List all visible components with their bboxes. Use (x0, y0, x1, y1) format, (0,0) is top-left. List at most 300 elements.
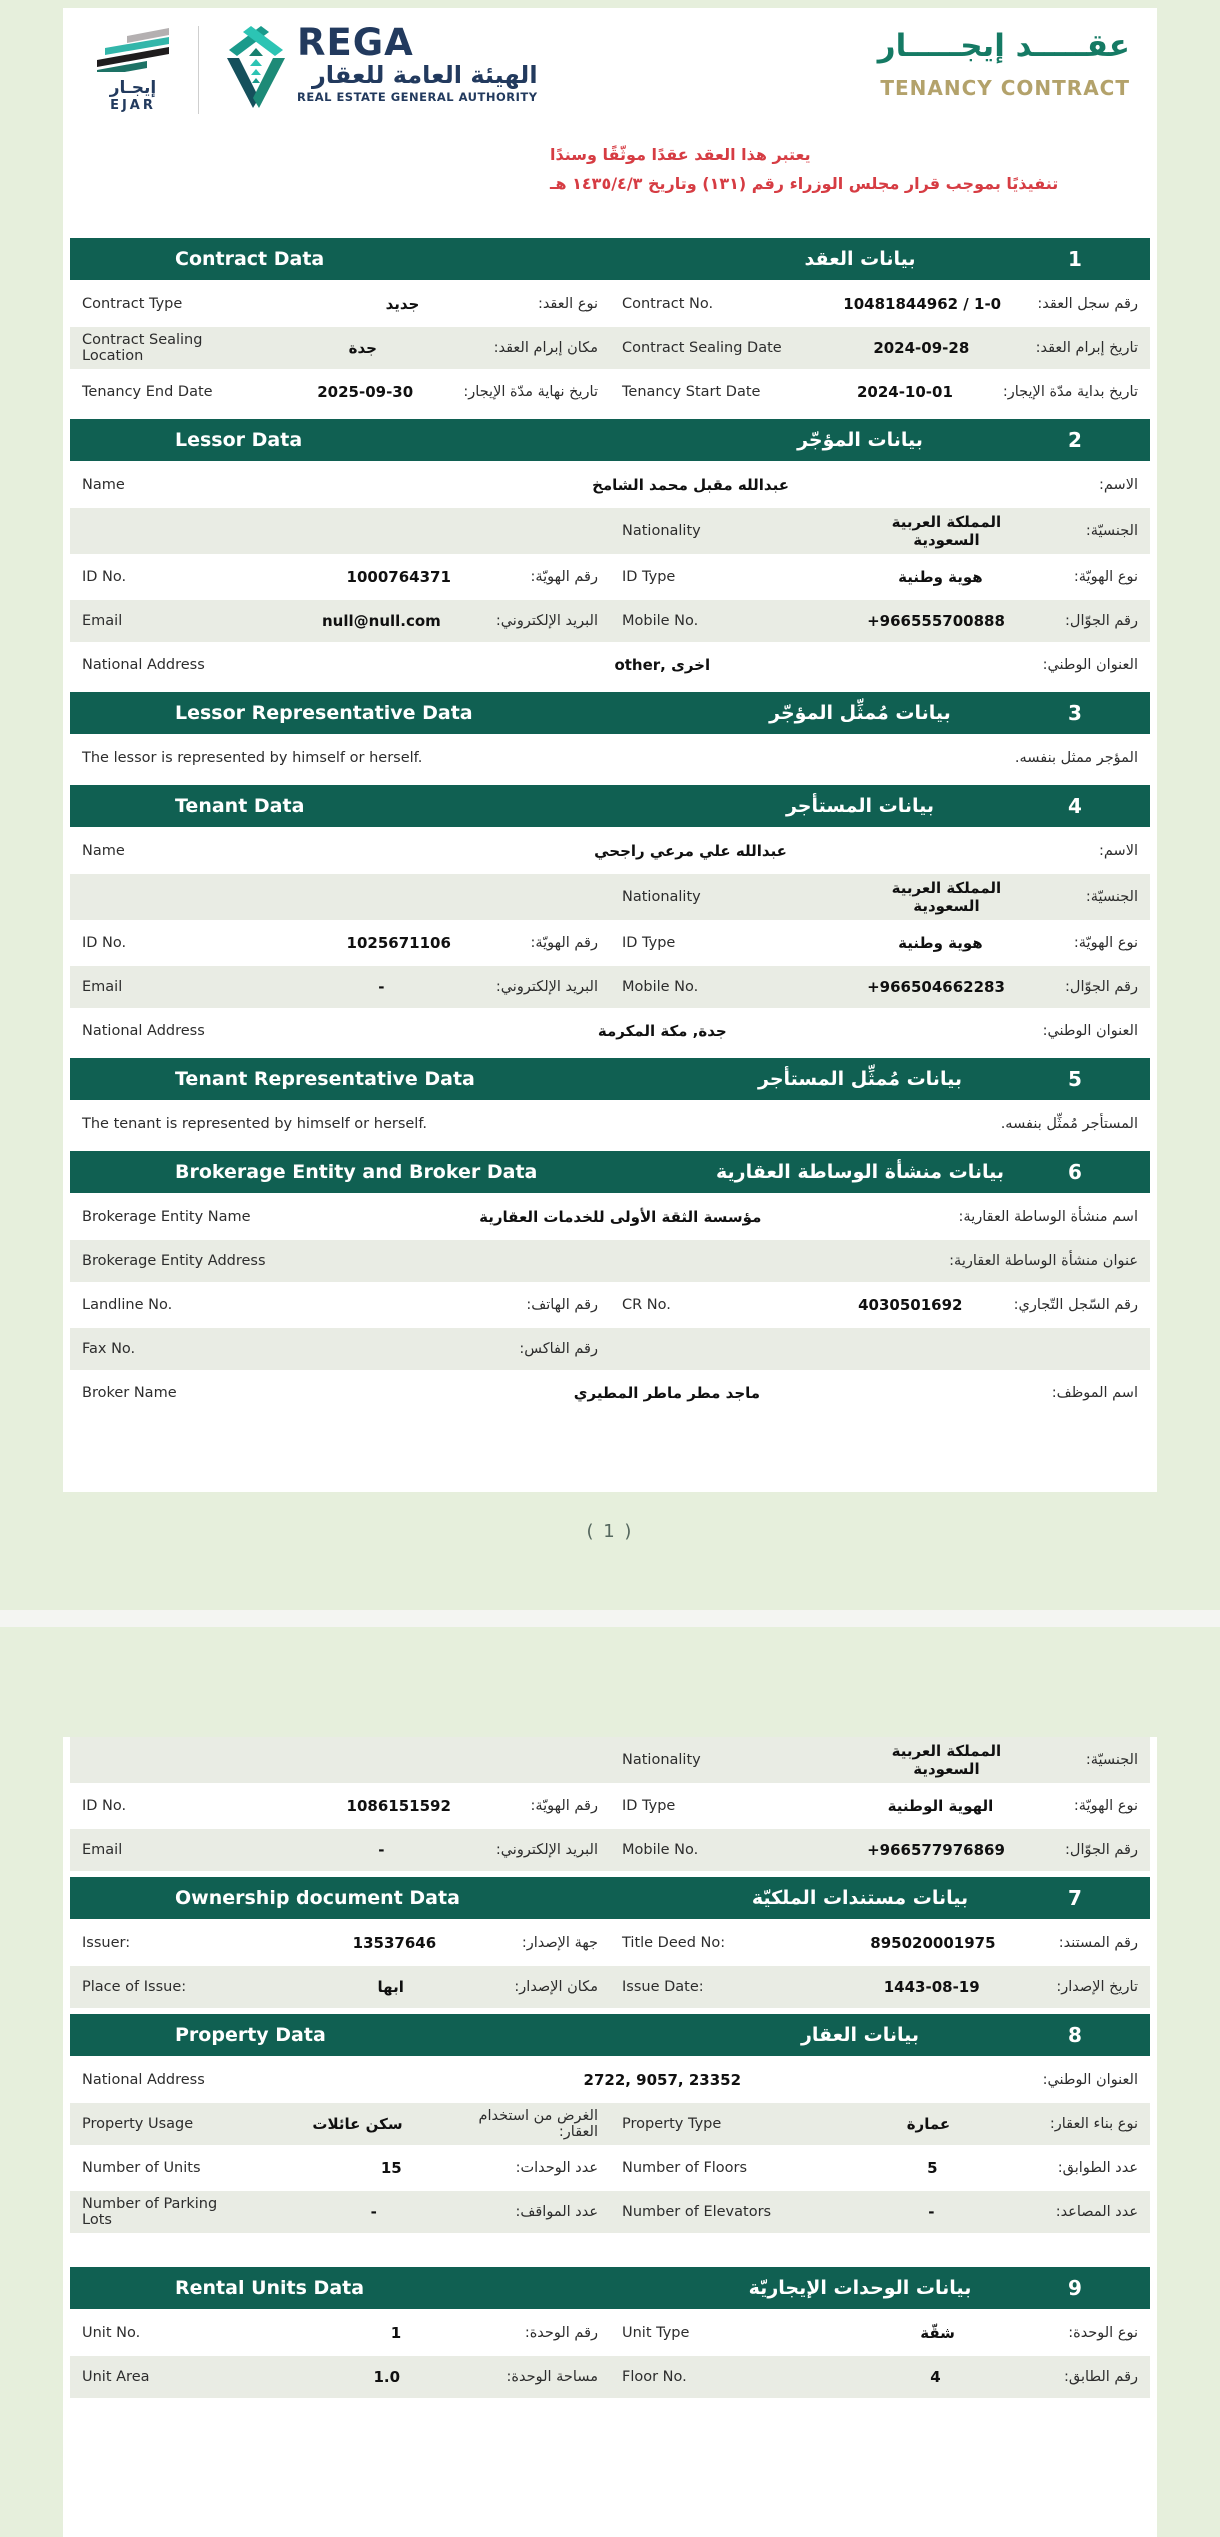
table-row (70, 922, 1150, 966)
field-value-text: - (370, 2203, 377, 2221)
field-group (70, 1934, 610, 1952)
field-value-text: المملكة العربية السعودية (891, 1742, 1002, 1778)
field-value (807, 383, 1003, 401)
label-ar: رقم الجوّال: (1065, 979, 1138, 995)
field-value-text: جديد (385, 295, 420, 313)
label-en: Property Usage (82, 2116, 194, 2132)
table-row (70, 1284, 1150, 1328)
field-value-text: شقّة (920, 2324, 955, 2342)
label-ar: عدد المصاعد: (1055, 2204, 1138, 2220)
field-value (807, 2115, 1050, 2133)
section-header (70, 2267, 1150, 2309)
label-en: ID No. (82, 1798, 127, 1814)
field-value (807, 934, 1074, 952)
field-group (610, 2159, 1150, 2177)
field-group (610, 2115, 1150, 2133)
table-row (70, 2356, 1150, 2400)
label-en: Brokerage Entity Address (82, 1253, 266, 1269)
label-ar: عدد الوحدات: (515, 2160, 598, 2176)
table-row (70, 1103, 1150, 1147)
field-value-text: 1 (390, 2324, 402, 2342)
contract-page-2 (63, 1737, 1157, 2537)
field-value (282, 656, 1043, 674)
field-group (70, 1340, 610, 1358)
section-header (70, 785, 1150, 827)
field-value-text: هوية وطنية (898, 934, 983, 952)
field-value (267, 568, 530, 586)
field-value-text: ابها (377, 1978, 404, 1996)
field-value (267, 2159, 516, 2177)
field-group (610, 934, 1150, 952)
table-row (70, 874, 1150, 922)
section-3 (70, 692, 1150, 781)
label-ar: رقم الهويّة: (530, 1798, 598, 1814)
field-value (282, 1022, 1043, 1040)
section-number: 1 (1068, 247, 1082, 271)
label-ar: عدد الطوابق: (1057, 2160, 1138, 2176)
field-group (70, 1296, 610, 1314)
page1-sections (70, 238, 1150, 1416)
field-group (70, 2196, 610, 2228)
label-ar: جهة الإصدار: (521, 1935, 598, 1951)
field-group (70, 612, 610, 630)
field-value (267, 2368, 507, 2386)
label-ar: نوع الهويّة: (1073, 935, 1138, 951)
label-ar: رقم سجل العقد: (1037, 296, 1138, 312)
label-en: Landline No. (82, 1297, 173, 1313)
field-value-text: 1443-08-19 (883, 1978, 980, 1996)
field-value-text: 2024-10-01 (856, 383, 953, 401)
table-row (70, 1922, 1150, 1966)
label-en: Broker Name (82, 1385, 177, 1401)
label-en: Tenancy End Date (82, 384, 213, 400)
page2-continued-rows (70, 1737, 1150, 1873)
table-row (70, 2312, 1150, 2356)
section-7 (70, 1877, 1150, 2010)
section-6 (70, 1151, 1150, 1416)
table-row (70, 371, 1150, 415)
label-ar: الجنسيّة: (1085, 523, 1138, 539)
rega-logo-english: REAL ESTATE GENERAL AUTHORITY (297, 90, 538, 105)
field-value-text: عبدالله علي مرعي راجحي (594, 842, 787, 860)
field-value-text: 10481844962 / 1-0 (843, 295, 1002, 313)
field-value-text: المملكة العربية السعودية (891, 879, 1002, 915)
field-value (807, 568, 1074, 586)
table-row (70, 1328, 1150, 1372)
section-header (70, 238, 1150, 280)
table-row (70, 1785, 1150, 1829)
section-1 (70, 238, 1150, 415)
field-value-text: 5 (927, 2159, 938, 2177)
document-header (70, 8, 1150, 128)
label-en: Issuer: (82, 1935, 131, 1951)
table-row (70, 1829, 1150, 1873)
label-ar: رقم الجوّال: (1065, 1842, 1138, 1858)
table-row (70, 1372, 1150, 1416)
label-en: Email (82, 1842, 123, 1858)
page-separator (0, 1610, 1220, 1627)
field-value (807, 1934, 1059, 1952)
field-group (610, 2324, 1150, 2342)
field-value-text: 4 (930, 2368, 941, 2386)
label-ar: عنوان منشأة الوساطة العقارية: (949, 1253, 1138, 1269)
label-ar: نوع بناء العقار: (1049, 2116, 1138, 2132)
table-row (70, 464, 1150, 508)
label-en: Tenancy Start Date (622, 384, 761, 400)
section-8 (70, 2014, 1150, 2235)
field-value-text: 1025671106 (346, 934, 451, 952)
field-value (282, 1384, 1052, 1402)
label-ar: الغرض من استخدام العقار: (478, 2108, 598, 2140)
field-group (70, 1797, 610, 1815)
field-value (232, 339, 494, 357)
label-en: ID No. (82, 935, 127, 951)
label-ar: العنوان الوطني: (1042, 1023, 1138, 1039)
label-ar: رقم الجوّال: (1065, 613, 1138, 629)
label-ar: رقم السّجل التّجاري: (1013, 1297, 1138, 1313)
field-group (610, 1742, 1150, 1778)
contract-page-1 (63, 8, 1157, 1492)
field-value (267, 295, 538, 313)
rega-palm-icon (225, 24, 287, 116)
rega-logo-arabic: الهيئة العامة للعقار (311, 60, 538, 89)
label-ar: تاريخ بداية مدّة الإيجار: (1002, 384, 1138, 400)
section-number: 4 (1068, 794, 1082, 818)
section-title-english: Contract Data (175, 248, 325, 270)
section-title-english: Lessor Data (175, 429, 303, 451)
page2-sections (70, 1877, 1150, 2400)
field-value-text: 2024-09-28 (873, 339, 970, 357)
field-group (70, 568, 610, 586)
label-ar: مكان الإصدار: (514, 1979, 598, 1995)
section-title-arabic: بيانات المستأجر (785, 795, 935, 817)
table-row (70, 2147, 1150, 2191)
label-en: Email (82, 613, 123, 629)
label-ar: تاريخ إبرام العقد: (1035, 340, 1138, 356)
label-ar: رقم الهويّة: (530, 935, 598, 951)
table-row (70, 1966, 1150, 2010)
section-title-arabic: بيانات الوحدات الإيجاريّة (748, 2277, 972, 2299)
label-en: ID Type (622, 569, 676, 585)
section-title-arabic: بيانات منشأة الوساطة العقارية (715, 1161, 1004, 1183)
field-value-text: سكن عائلات (312, 2115, 403, 2133)
section-header (70, 692, 1150, 734)
field-value (807, 1296, 1014, 1314)
label-ar: عدد المواقف: (515, 2204, 598, 2220)
document-title-arabic: عقـــــد إيجـــــار (877, 28, 1130, 64)
label-ar: العنوان الوطني: (1042, 657, 1138, 673)
table-row (70, 283, 1150, 327)
table-row (70, 2191, 1150, 2235)
label-en: Mobile No. (622, 613, 699, 629)
field-group (610, 568, 1150, 586)
table-row (70, 644, 1150, 688)
label-ar: رقم الوحدة: (524, 2325, 598, 2341)
field-value-text: +966577976869 (867, 1841, 1005, 1859)
section-title-english: Rental Units Data (175, 2277, 365, 2299)
label-en: ID No. (82, 569, 127, 585)
label-ar: رقم الطابق: (1064, 2369, 1138, 2385)
label-ar: مساحة الوحدة: (506, 2369, 598, 2385)
label-en: National Address (82, 2072, 205, 2088)
label-ar: تاريخ الإصدار: (1056, 1979, 1138, 1995)
section-title-arabic: بيانات المؤجّر (797, 429, 923, 451)
field-value-text: +966504662283 (867, 978, 1005, 996)
label-ar: نوع الوحدة: (1068, 2325, 1138, 2341)
table-row (70, 737, 1150, 781)
field-group (70, 383, 610, 401)
field-value-text: جدة, مكة المكرمة (597, 1022, 727, 1040)
label-ar: الجنسيّة: (1085, 1752, 1138, 1768)
field-value-text: هوية وطنية (898, 568, 983, 586)
label-en: Name (82, 843, 125, 859)
field-group (70, 1841, 610, 1859)
label-ar: اسم الموظف: (1051, 1385, 1138, 1401)
section-header (70, 1058, 1150, 1100)
field-group (610, 1296, 1150, 1314)
section-header (70, 1877, 1150, 1919)
field-group (610, 1978, 1150, 1996)
field-value-text: عمارة (906, 2115, 951, 2133)
field-group (610, 2203, 1150, 2221)
label-ar: العنوان الوطني: (1042, 2072, 1138, 2088)
label-en: Fax No. (82, 1341, 136, 1357)
section-title-arabic: بيانات العقار (800, 2024, 920, 2046)
field-value-text: - (928, 2203, 935, 2221)
label-en: Contract Sealing Location (82, 332, 203, 364)
field-value (282, 2071, 1043, 2089)
rega-logo (225, 21, 538, 116)
section-title-arabic: بيانات العقد (804, 248, 916, 270)
field-value-text: ماجد مطر ماطر المطيري (573, 1384, 761, 1402)
label-en: Contract Type (82, 296, 183, 312)
section-title-english: Tenant Data (175, 795, 305, 817)
label-ar: رقم المستند: (1058, 1935, 1138, 1951)
label-en: Title Deed No: (622, 1935, 726, 1951)
section-title-arabic: بيانات مستندات الملكيّة (751, 1887, 969, 1909)
field-value (807, 2324, 1068, 2342)
label-ar: نوع الهويّة: (1073, 1798, 1138, 1814)
label-ar: الاسم: (1099, 843, 1138, 859)
label-en: Number of Units (82, 2160, 201, 2176)
field-value (267, 978, 496, 996)
field-group (70, 2324, 610, 2342)
field-group (610, 339, 1150, 357)
document-title-block (878, 24, 1130, 100)
ejar-logo-latin: EJAR (110, 98, 156, 113)
field-value-text: 895020001975 (870, 1934, 996, 1952)
section-title-english: Tenant Representative Data (175, 1068, 475, 1090)
field-value-text: +966555700888 (867, 612, 1005, 630)
ejar-logo (94, 24, 172, 113)
field-value (807, 978, 1065, 996)
label-ar: نوع العقد: (537, 296, 598, 312)
label-en: Number of Parking Lots (82, 2196, 218, 2228)
field-group (70, 978, 610, 996)
field-value-text: - (378, 1841, 385, 1859)
field-group (70, 2368, 610, 2386)
label-en: CR No. (622, 1297, 671, 1313)
label-en: ID Type (622, 1798, 676, 1814)
field-group (610, 513, 1150, 549)
section-number: 9 (1068, 2276, 1082, 2300)
label-en: Unit No. (82, 2325, 141, 2341)
table-row (70, 327, 1150, 371)
table-row (70, 556, 1150, 600)
field-value-text: 15 (380, 2159, 402, 2177)
label-en: Contract Sealing Date (622, 340, 782, 356)
field-value (807, 1797, 1074, 1815)
field-value (267, 612, 496, 630)
field-value-text: 1000764371 (346, 568, 451, 586)
label-ar: البريد الإلكتروني: (495, 979, 598, 995)
field-value-text: عبدالله مقبل محمد الشامخ (592, 476, 789, 494)
field-value-text: الهوية الوطنية (887, 1797, 994, 1815)
field-value (807, 879, 1086, 915)
field-value (807, 1742, 1086, 1778)
label-en: National Address (82, 657, 205, 673)
label-ar: اسم منشأة الوساطة العقارية: (958, 1209, 1138, 1225)
label-ar: الاسم: (1099, 477, 1138, 493)
rega-logo-name: REGA (297, 21, 414, 64)
legal-notice-line1: يعتبر هذا العقد عقدًا موثّقًا وسندًا (550, 145, 811, 164)
label-en: Floor No. (622, 2369, 687, 2385)
label-en: Nationality (622, 889, 701, 905)
field-value-text: 1086151592 (346, 1797, 451, 1815)
table-row (70, 600, 1150, 644)
field-group (610, 1841, 1150, 1859)
table-row (70, 830, 1150, 874)
field-value (267, 1340, 519, 1358)
field-group (610, 1797, 1150, 1815)
label-en: Place of Issue: (82, 1979, 187, 1995)
field-value-text: null@null.com (322, 612, 441, 630)
section-title-arabic: بيانات مُمثِّل المستأجر (758, 1068, 962, 1090)
field-value (267, 1797, 530, 1815)
header-divider (198, 26, 199, 114)
field-value (267, 1296, 526, 1314)
field-value (267, 1978, 514, 1996)
table-row (70, 2103, 1150, 2147)
label-en: Mobile No. (622, 979, 699, 995)
label-en: Contract No. (622, 296, 714, 312)
field-value-text: 2722, 9057, 23352 (583, 2071, 742, 2089)
field-value-text: 2025-09-30 (317, 383, 414, 401)
section-number: 6 (1068, 1160, 1082, 1184)
label-ar: رقم الفاكس: (519, 1341, 598, 1357)
note-english: The lessor is represented by himself or herself. (82, 750, 423, 766)
label-ar: البريد الإلكتروني: (495, 613, 598, 629)
field-group (610, 1934, 1150, 1952)
field-group (70, 332, 610, 364)
note-arabic: المستأجر مُمثِّل بنفسه. (1000, 1116, 1138, 1132)
ejar-logo-arabic: إيجـار (109, 78, 157, 98)
section-title-english: Lessor Representative Data (175, 702, 473, 724)
field-value (282, 1208, 959, 1226)
table-row (70, 966, 1150, 1010)
section-title-english: Property Data (175, 2024, 326, 2046)
field-value (807, 513, 1086, 549)
section-header (70, 2014, 1150, 2056)
section-title-arabic: بيانات مُمثِّل المؤجّر (769, 702, 951, 724)
legal-notice-line2: تنفيذيًا بموجب قرار مجلس الوزراء رقم (١٣١) وتاريخ ١٤٣٥/٤/٣ هـ (550, 174, 1059, 193)
label-en: Property Type (622, 2116, 722, 2132)
field-value (282, 476, 1099, 494)
label-en: Name (82, 477, 125, 493)
label-ar: الجنسيّة: (1085, 889, 1138, 905)
label-en: Brokerage Entity Name (82, 1209, 251, 1225)
label-en: Nationality (622, 523, 701, 539)
legal-notice (550, 140, 1150, 198)
field-value-text: اخرى ,other (614, 656, 711, 674)
section-title-english: Brokerage Entity and Broker Data (175, 1161, 538, 1183)
field-value (807, 612, 1065, 630)
table-row (70, 2059, 1150, 2103)
table-row (70, 1196, 1150, 1240)
table-row (70, 1240, 1150, 1284)
label-ar: تاريخ نهاية مدّة الإيجار: (463, 384, 598, 400)
label-en: Unit Area (82, 2369, 150, 2385)
section-2 (70, 419, 1150, 688)
field-value (807, 2159, 1058, 2177)
note-english: The tenant is represented by himself or herself. (82, 1116, 427, 1132)
field-value (232, 2203, 515, 2221)
section-header (70, 419, 1150, 461)
section-number: 5 (1068, 1067, 1082, 1091)
field-value (267, 934, 530, 952)
label-en: ID Type (622, 935, 676, 951)
note-arabic: المؤجر ممثل بنفسه. (1014, 750, 1138, 766)
field-value (267, 1934, 522, 1952)
field-group (610, 295, 1150, 313)
label-ar: البريد الإلكتروني: (495, 1842, 598, 1858)
label-en: Issue Date: (622, 1979, 704, 1995)
section-header (70, 1151, 1150, 1193)
field-value (282, 1252, 949, 1270)
document-title-english: TENANCY CONTRACT (880, 76, 1130, 100)
field-group (610, 978, 1150, 996)
field-value (807, 2368, 1064, 2386)
field-group (70, 934, 610, 952)
label-en: National Address (82, 1023, 205, 1039)
section-number: 2 (1068, 428, 1082, 452)
field-value-text: المملكة العربية السعودية (891, 513, 1002, 549)
field-value-text: 13537646 (352, 1934, 437, 1952)
label-en: Email (82, 979, 123, 995)
section-title-english: Ownership document Data (175, 1887, 460, 1909)
field-value (267, 1841, 496, 1859)
ejar-stripes-icon (97, 57, 169, 76)
field-value-text: 4030501692 (858, 1296, 963, 1314)
section-number: 8 (1068, 2023, 1082, 2047)
field-value-text: مؤسسة الثقة الأولى للخدمات العقارية (479, 1208, 762, 1226)
table-row (70, 508, 1150, 556)
section-4 (70, 785, 1150, 1054)
field-group (610, 2368, 1150, 2386)
section-5 (70, 1058, 1150, 1147)
field-group (610, 383, 1150, 401)
label-ar: نوع الهويّة: (1073, 569, 1138, 585)
field-group (610, 612, 1150, 630)
field-value (267, 2115, 448, 2133)
field-group (610, 879, 1150, 915)
field-value (807, 339, 1036, 357)
section-number: 3 (1068, 701, 1082, 725)
field-value-text: 1.0 (373, 2368, 401, 2386)
label-en: Nationality (622, 1752, 701, 1768)
section-9 (70, 2267, 1150, 2400)
field-value (807, 2203, 1056, 2221)
